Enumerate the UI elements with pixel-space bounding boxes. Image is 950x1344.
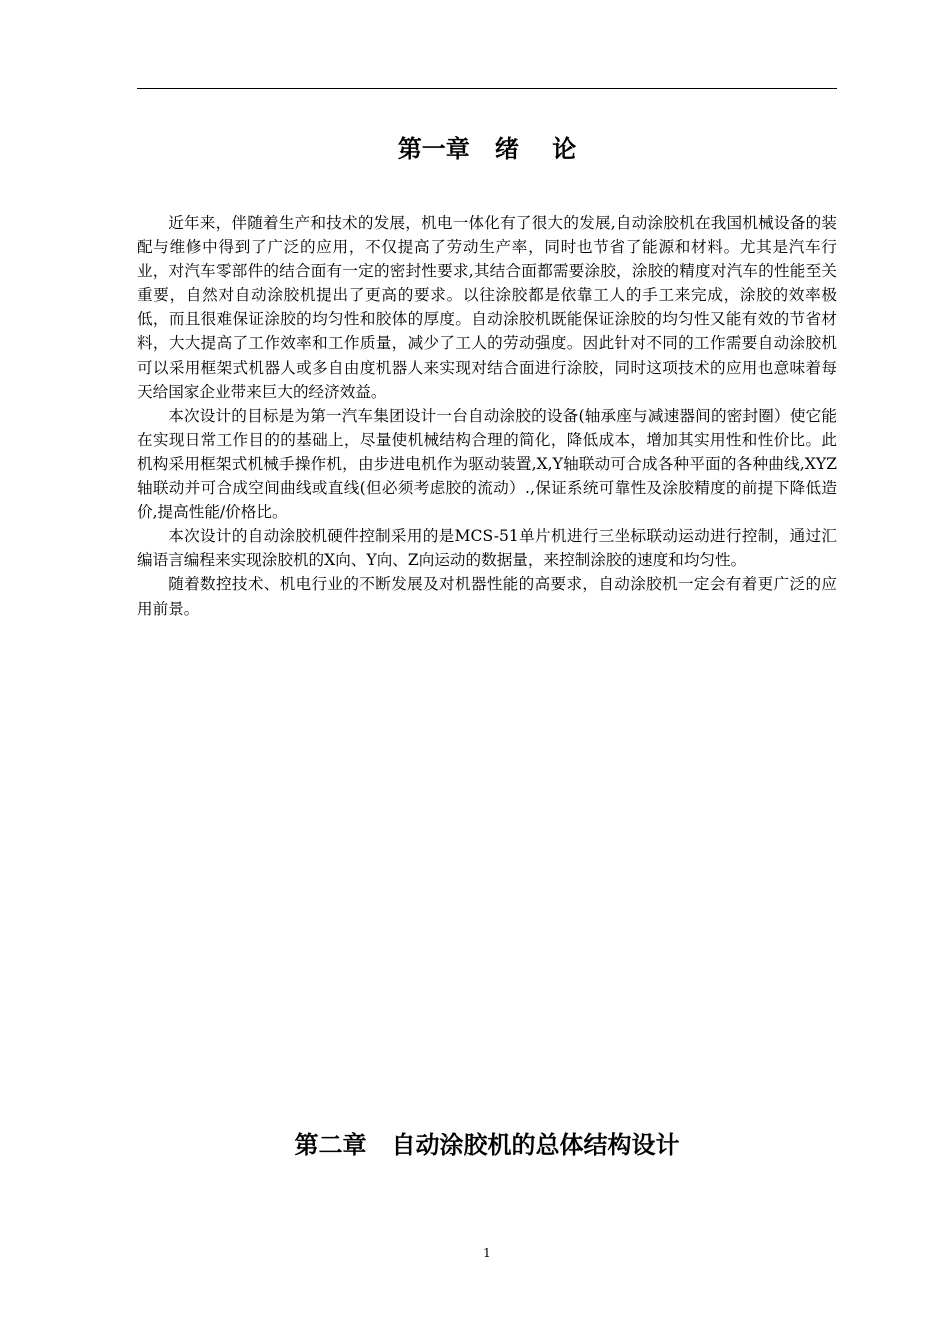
page-number: 1 bbox=[483, 1246, 491, 1260]
paragraph-3: 本次设计的自动涂胶机硬件控制采用的是MCS-51单片机进行三坐标联动运动进行控制，通过汇编语言编程来实现涂胶机的X向、Y向、Z向运动的数据量，来控制涂胶的速度和均匀性。 bbox=[137, 527, 837, 570]
paragraph-4: 随着数控技术、机电行业的不断发展及对机器性能的高要求，自动涂胶机一定会有着更广泛的应用前景。 bbox=[137, 575, 837, 618]
chapter-2-title: 第二章 自动涂胶机的总体结构设计 bbox=[294, 1131, 680, 1159]
header-rule bbox=[137, 88, 837, 89]
paragraph-2: 本次设计的目标是为第一汽车集团设计一台自动涂胶的设备(轴承座与减速器间的密封圈）使它能在实现日常工作目的的基础上，尽量使机械结构合理的简化，降低成本，增加其实用性和性价比。此机构采用框架式机械手操作机，由步进电机作为驱动装置,X,Y轴联动可合成各种平面的各种曲线,XYZ轴联动并可合成空间曲线或直线(但必须考虑胶的流动）.,保证系统可靠性及涂胶精度的前提下降低造价,提高性能/价格比。 bbox=[137, 406, 837, 522]
paragraph-1: 近年来，伴随着生产和技术的发展，机电一体化有了很大的发展,自动涂胶机在我国机械设备的装配与维修中得到了广泛的应用，不仅提高了劳动生产率，同时也节省了能源和材料。尤其是汽车行业，对汽车零部件的结合面有一定的密封性要求,其结合面都需要涂胶，涂胶的精度对汽车的性能至关重要，自然对自动涂胶机提出了更高的要求。以往涂胶都是依靠工人的手工来完成，涂胶的效率极低，而且很难保证涂胶的均匀性和胶体的厚度。自动涂胶机既能保证涂胶的均匀性又能有效的节省材料，大大提高了工作效率和工作质量，减少了工人的劳动强度。因此针对不同的工作需要自动涂胶机可以采用框架式机器人或多自由度机器人来实现对结合面进行涂胶，同时这项技术的应用也意味着每天给国家企业带来巨大的经济效益。 bbox=[137, 214, 837, 401]
chapter-1-title: 第一章 绪 论 bbox=[397, 135, 577, 163]
chapter-1-body bbox=[137, 211, 837, 621]
